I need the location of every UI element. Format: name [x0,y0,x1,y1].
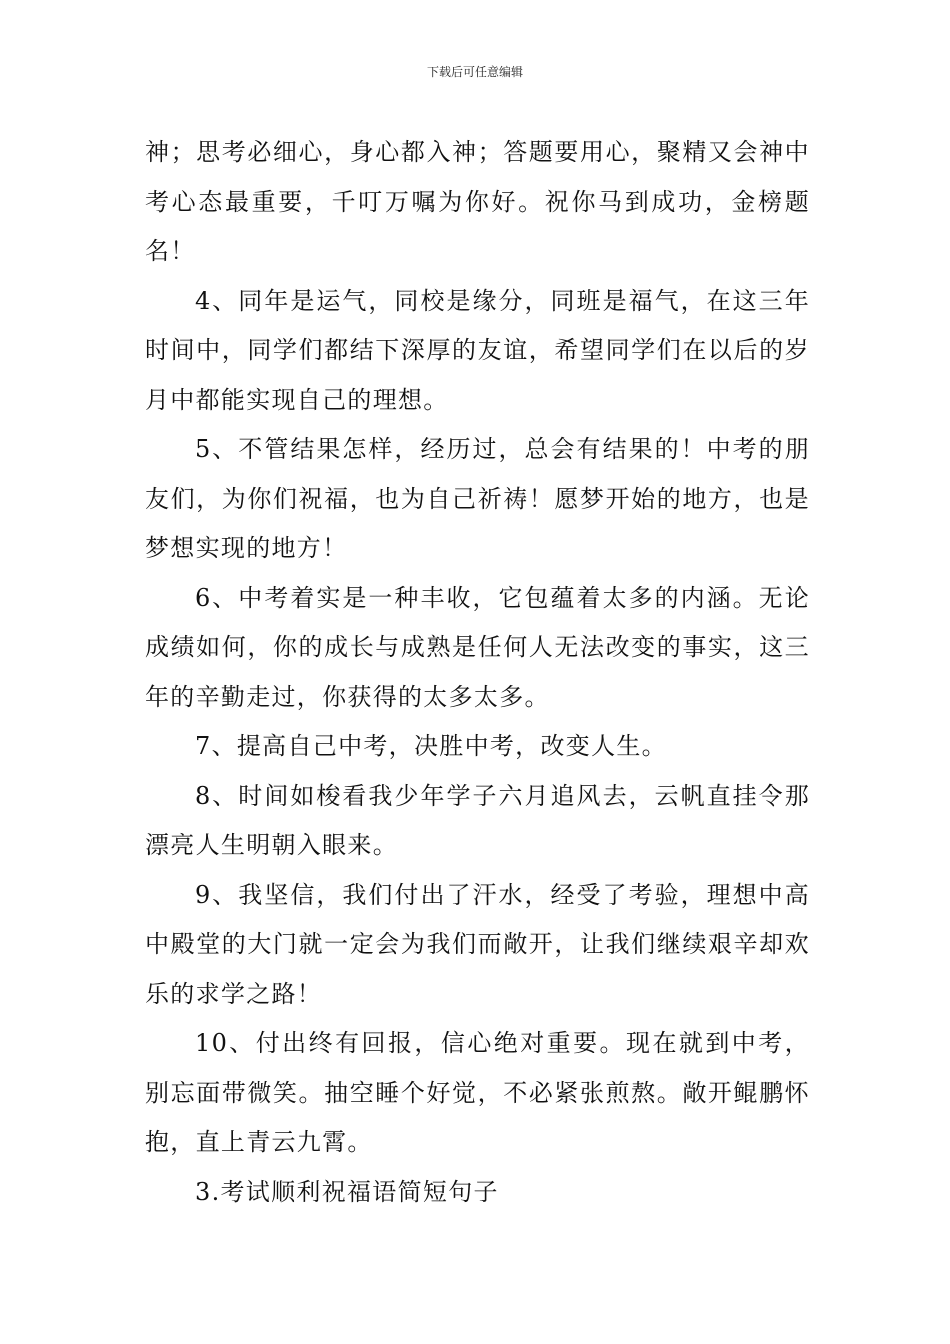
paragraph-continuation: 神；思考必细心，身心都入神；答题要用心，聚精又会神中考心态最重要，千叮万嘱为你好。祝你马到成功，金榜题名！ [145,138,810,265]
paragraph-item-8: 8、时间如梭看我少年学子六月追风去，云帆直挂令那漂亮人生明朝入眼来。 [145,781,810,859]
paragraph-item-6: 6、中考着实是一种丰收，它包蕴着太多的内涵。无论成绩如何，你的成长与成熟是任何人无法改变的事实，这三年的辛勤走过，你获得的太多太多。 [145,583,810,711]
document-body [145,128,810,1217]
paragraph-item-10: 10、付出终有回报，信心绝对重要。现在就到中考，别忘面带微笑。抽空睡个好觉，不必紧张煎熬。敞开鲲鹏怀抱，直上青云九霄。 [145,1029,810,1156]
paragraph-item-5: 5、不管结果怎样，经历过，总会有结果的！中考的朋友们，为你们祝福，也为自己祈祷！愿梦开始的地方，也是梦想实现的地方！ [145,435,810,562]
section-heading: 3.考试顺利祝福语简短句子 [195,1177,499,1206]
paragraph-item-9: 9、我坚信，我们付出了汗水，经受了考验，理想中高中殿堂的大门就一定会为我们而敞开，让我们继续艰辛却欢乐的求学之路！ [145,880,810,1008]
paragraph-item-7: 7、提高自己中考，决胜中考，改变人生。 [195,732,667,760]
page-header-note: 下载后可任意编辑 [426,65,523,79]
paragraph-item-4: 4、同年是运气，同校是缘分，同班是福气，在这三年时间中，同学们都结下深厚的友谊，希望同学们在以后的岁月中都能实现自己的理想。 [145,286,810,414]
